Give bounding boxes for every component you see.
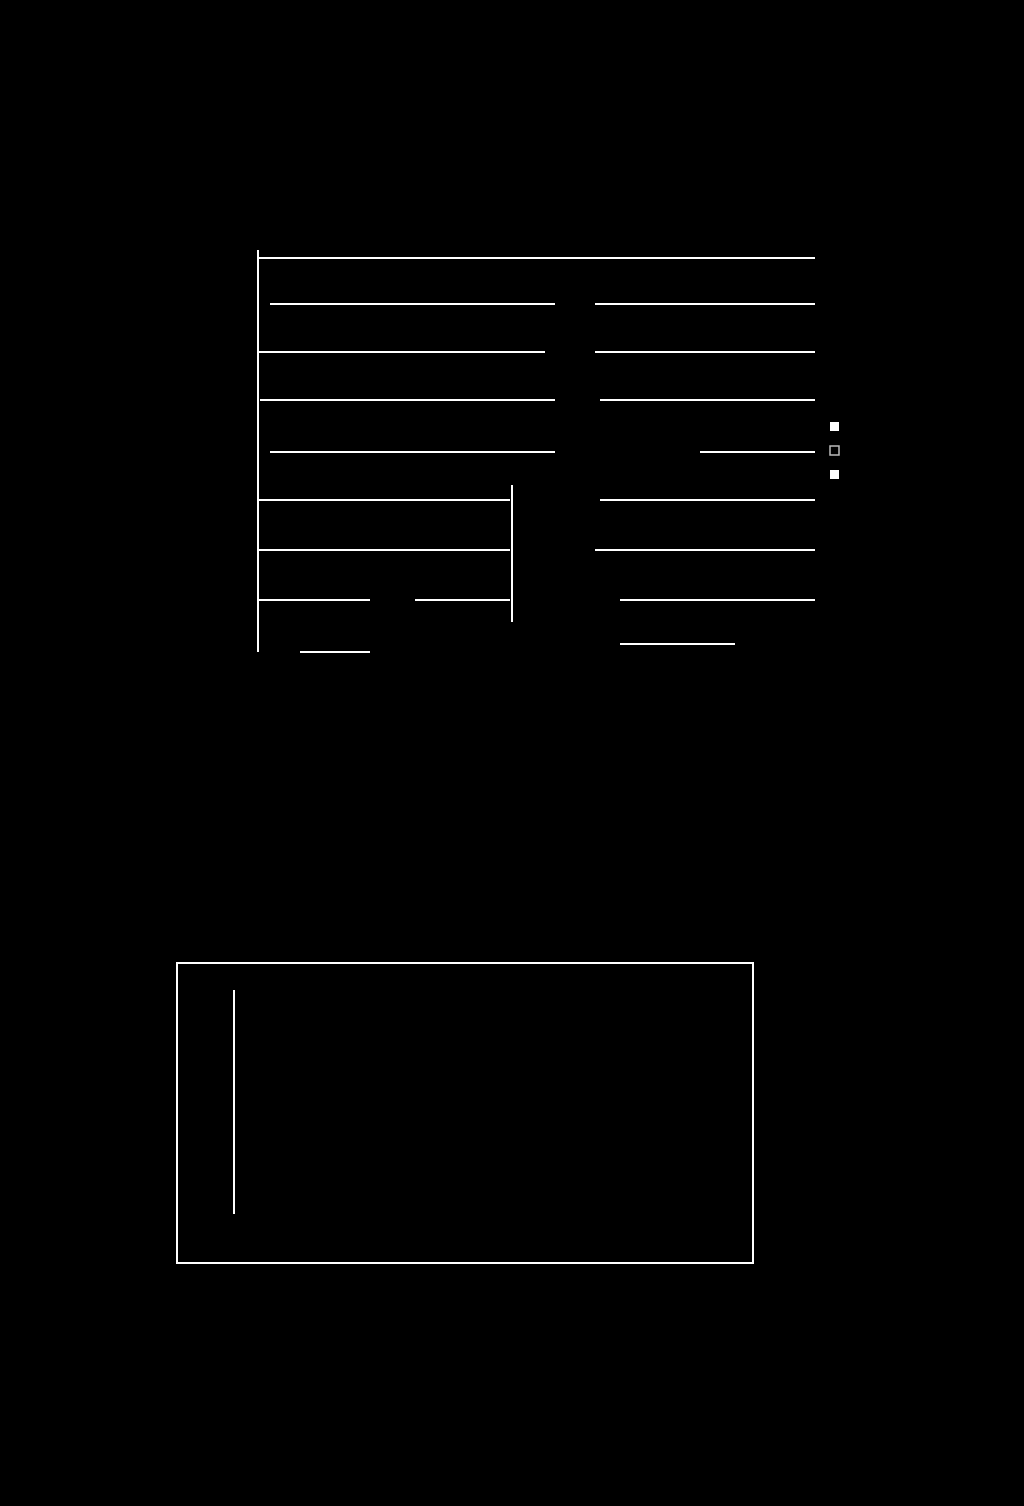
figure-6-8-chart: [176, 962, 756, 1268]
fig1-legend-swatch-0: [830, 422, 839, 431]
figure-6-7-chart: [160, 230, 940, 720]
fig1-legend-swatch-1: [830, 446, 839, 455]
fig1-legend: [830, 422, 839, 479]
fig2-frame: [177, 963, 753, 1263]
fig1-legend-swatch-2: [830, 470, 839, 479]
fig1-gridlines: [258, 304, 815, 652]
